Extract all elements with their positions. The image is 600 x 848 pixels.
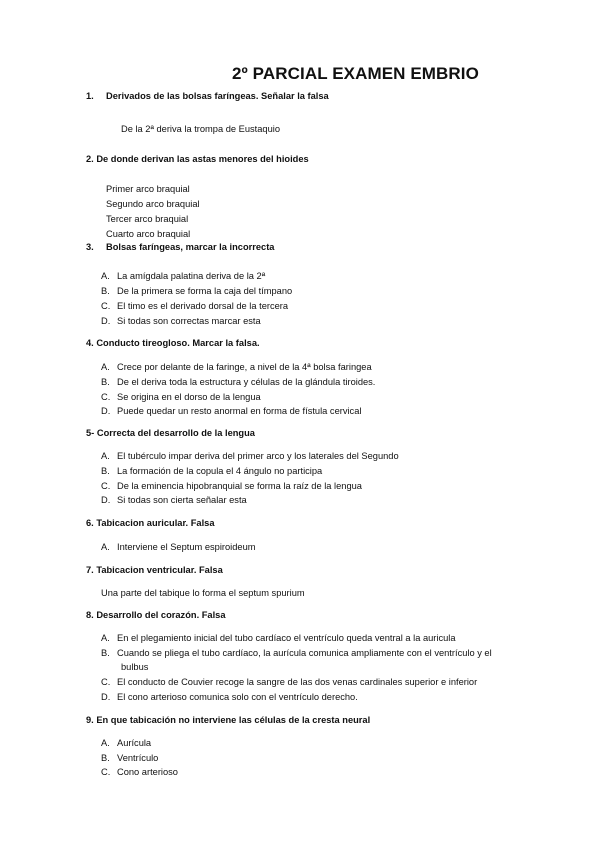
option-text: Puede quedar un resto anormal en forma de fístula cervical xyxy=(117,406,362,416)
option-text: Crece por delante de la faringe, a nivel de la 4ª bolsa faringea xyxy=(117,362,372,372)
question-5: 5- Correcta del desarrollo de la lengua xyxy=(86,428,255,438)
option-letter: A. xyxy=(101,451,110,461)
option-text: Aurícula xyxy=(117,738,152,748)
question-2: 2. De donde derivan las astas menores del hioides xyxy=(86,154,309,164)
option-text: Interviene el Septum espiroideum xyxy=(117,542,256,552)
option-text: Ventrículo xyxy=(117,753,159,763)
option-text: De el deriva toda la estructura y células de la glándula tiroides. xyxy=(117,377,376,387)
option-text: Cuando se pliega el tubo cardíaco, la aurícula comunica ampliamente con el ventrículo y el xyxy=(117,648,492,658)
option-text: Se origina en el dorso de la lengua xyxy=(117,392,261,402)
question-1 xyxy=(86,91,329,101)
option-letter: A. xyxy=(101,271,110,281)
option-text: El cono arterioso comunica solo con el ventrículo derecho. xyxy=(117,692,358,702)
option-text: El conducto de Couvier recoge la sangre de las dos venas cardinales superior e inferior xyxy=(117,677,478,687)
option-letter: B. xyxy=(101,286,110,296)
option-letter: C. xyxy=(101,392,111,402)
option-letter: B. xyxy=(101,377,110,387)
option-text: La amígdala palatina deriva de la 2ª xyxy=(117,271,266,281)
option-letter: C. xyxy=(101,301,111,311)
option-text: Si todas son correctas marcar esta xyxy=(117,316,261,326)
question-number: 3. xyxy=(86,242,94,252)
option-letter: B. xyxy=(101,753,110,763)
question-7: 7. Tabicacion ventricular. Falsa xyxy=(86,565,223,575)
question-3 xyxy=(86,242,275,252)
option-text: De la primera se forma la caja del tímpano xyxy=(117,286,293,296)
list-item: Tercer arco braquial xyxy=(106,214,189,224)
option-letter: A. xyxy=(101,738,110,748)
question-text: Derivados de las bolsas faríngeas. Señalar la falsa xyxy=(106,91,329,101)
question-number: 1. xyxy=(86,91,94,101)
option-text: La formación de la copula el 4 ángulo no participa xyxy=(117,466,323,476)
option-letter: B. xyxy=(101,466,110,476)
option-letter: C. xyxy=(101,481,111,491)
option-letter: D. xyxy=(101,406,111,416)
option-letter: B. xyxy=(101,648,110,658)
list-item: Segundo arco braquial xyxy=(106,199,200,209)
option-text: Cono arterioso xyxy=(117,767,178,777)
list-item: Primer arco braquial xyxy=(106,184,190,194)
question-6: 6. Tabicacion auricular. Falsa xyxy=(86,518,215,528)
option-letter: C. xyxy=(101,767,111,777)
question-4: 4. Conducto tireogloso. Marcar la falsa. xyxy=(86,338,260,348)
option-letter: C. xyxy=(101,677,111,687)
option-letter: A. xyxy=(101,362,110,372)
list-item: Cuarto arco braquial xyxy=(106,229,191,239)
option-continuation: bulbus xyxy=(121,662,149,672)
answer-line: Una parte del tabique lo forma el septum spurium xyxy=(101,588,305,598)
option-letter: D. xyxy=(101,316,111,326)
question-9: 9. En que tabicación no interviene las células de la cresta neural xyxy=(86,715,371,725)
option-text: En el plegamiento inicial del tubo cardíaco el ventrículo queda ventral a la auricula xyxy=(117,633,456,643)
option-letter: D. xyxy=(101,692,111,702)
page-title: 2º PARCIAL EXAMEN EMBRIO xyxy=(232,64,479,83)
question-text: Bolsas faríngeas, marcar la incorrecta xyxy=(106,242,275,252)
option-letter: A. xyxy=(101,542,110,552)
option-text: De la eminencia hipobranquial se forma la raíz de la lengua xyxy=(117,481,362,491)
option-text: El timo es el derivado dorsal de la tercera xyxy=(117,301,289,311)
option-text: El tubérculo impar deriva del primer arco y los laterales del Segundo xyxy=(117,451,399,461)
question-8: 8. Desarrollo del corazón. Falsa xyxy=(86,610,226,620)
option-text: Si todas son cierta señalar esta xyxy=(117,495,247,505)
answer-line: De la 2ª deriva la trompa de Eustaquio xyxy=(121,124,280,134)
option-letter: A. xyxy=(101,633,110,643)
option-letter: D. xyxy=(101,495,111,505)
